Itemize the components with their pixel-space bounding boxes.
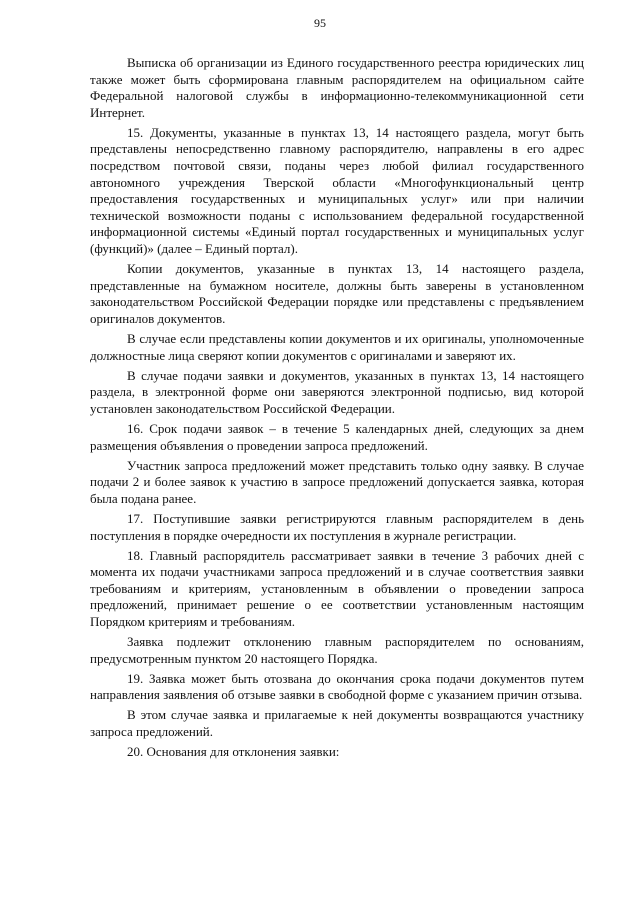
paragraph: 17. Поступившие заявки регистрируются главным распорядителем в день поступления в порядке очередности их поступления в журнале регистрации. xyxy=(90,510,584,543)
paragraph: Участник запроса предложений может представить только одну заявку. В случае подачи 2 и более заявок к участию в запросе предложений допускается заявка, которая была подана ранее. xyxy=(90,457,584,506)
paragraph: 20. Основания для отклонения заявки: xyxy=(127,744,340,760)
paragraph: 15. Документы, указанные в пунктах 13, 14 настоящего раздела, могут быть представлены непосредственно главному распорядителю, направлены в его адрес посредством почтовой связи, поданы через любой филиал государственного автономного учреждения Тверской области «Многофункциональный центр предоставления государственных и муниципальных услуг» или при наличии технической возможности поданы с использованием федеральной государственной информационной системы «Единый портал государственных и муниципальных услуг (функций)» (далее – Единый портал). xyxy=(90,124,584,257)
paragraph: Выписка об организации из Единого государственного реестра юридических лиц также может быть сформирована главным распорядителем на официальном сайте Федеральной налоговой службы в информационно-телекоммуникационной сети Интернет. xyxy=(90,55,584,120)
page-number: 95 xyxy=(314,16,326,30)
paragraph: 19. Заявка может быть отозвана до окончания срока подачи документов путем направления заявления об отзыве заявки в свободной форме с указанием причин отзыва. xyxy=(90,670,584,703)
document-body xyxy=(90,55,584,764)
paragraph: 16. Срок подачи заявок – в течение 5 календарных дней, следующих за днем размещения объявления о проведении запроса предложений. xyxy=(90,420,584,453)
paragraph: В случае подачи заявки и документов, указанных в пунктах 13, 14 настоящего раздела, в электронной форме они заверяются электронной подписью, вид которой установлен законодательством Российской Федерации. xyxy=(90,367,584,416)
paragraph: В случае если представлены копии документов и их оригиналы, уполномоченные должностные лица сверяют копии документов с оригиналами и заверяют их. xyxy=(90,331,584,363)
paragraph: 18. Главный распорядитель рассматривает заявки в течение 3 рабочих дней с момента их подачи участниками запроса предложений и в случае соответствия заявки требованиям и критериям, установленным в объявлении о проведении запроса предложений, принимает решение о ее соответствии установленным настоящим Порядком критериям и требованиям. xyxy=(90,547,584,629)
paragraph: Копии документов, указанные в пунктах 13, 14 настоящего раздела, представленные на бумажном носителе, должны быть заверены в установленном законодательством Российской Федерации порядке или представлены с предъявлением оригиналов документов. xyxy=(90,261,584,326)
paragraph: Заявка подлежит отклонению главным распорядителем по основаниям, предусмотренным пунктом 20 настоящего Порядка. xyxy=(90,634,584,666)
paragraph: В этом случае заявка и прилагаемые к ней документы возвращаются участнику запроса предложений. xyxy=(90,707,584,740)
